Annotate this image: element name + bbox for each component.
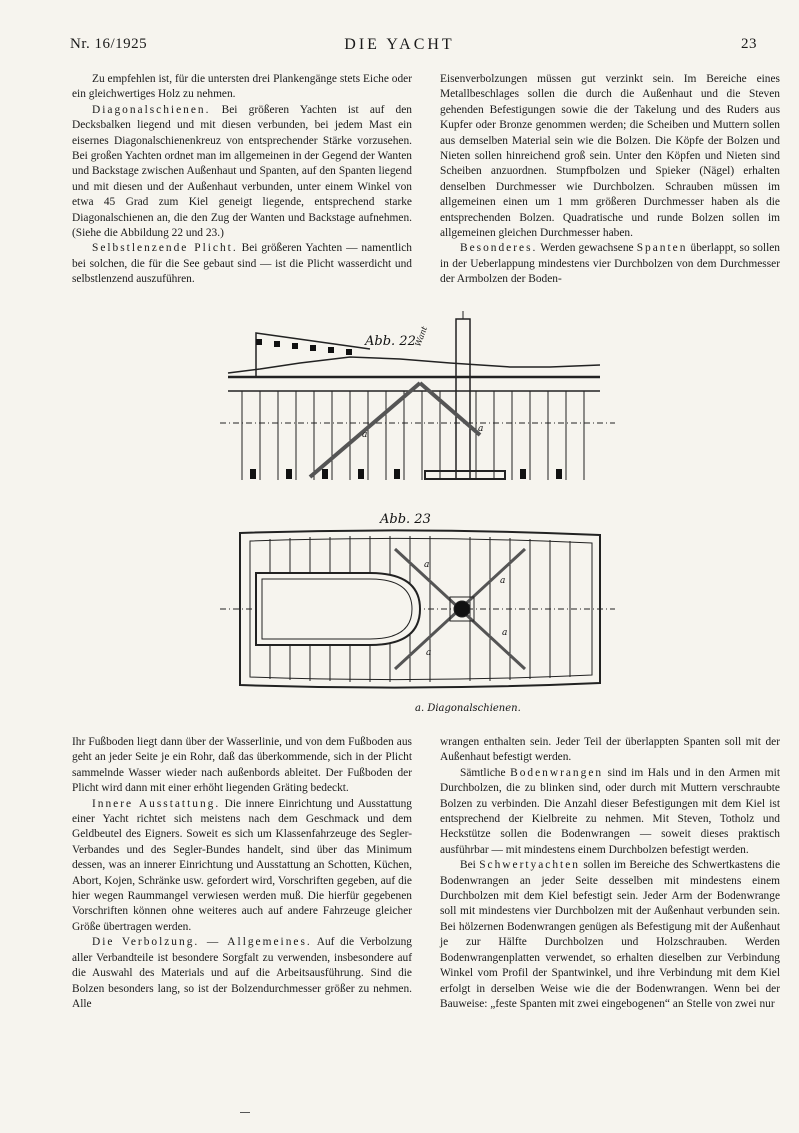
paragraph-text: Bei größeren Yachten ist auf den Decksbalken liegend und mit diesen verbunden, bei jedem Mast ein eisernes Diagonalschienenkreuz von entsprechender Stärke vorzusehen. Bei großen Yachten ordnet man im allgemeinen in der Gegend der Wanten und Backstage zwischen Außenhaut und Spanten, auf den Spanten liegend und mit diesen und der Außenhaut verbunden, unter einem Winkel von etwa 45 Grad zum Kiel geneigt liegende, entsprechend starke Diagonalschienen an, die den Zug der Wanten und Backstage aufnehmen. (Siehe die Abbildung 22 und 23.) (72, 103, 412, 240)
paragraph: Eisenverbolzungen müssen gut verzinkt sein. Im Bereiche eines Metallbeschlages sollen die durch die Außenhaut und die Steven gehenden Befestigungen sowie die der Takelung und des Ruders aus Kupfer oder Bronze genommen werden; die Scheiben und Muttern sollen aus demselben Material sein wie die Bolzen. Die Köpfe der Bolzen und Nieten sollen hinreichend groß sein. Unter den Köpfen und Nieten sind Scheiben anzuordnen. Stumpfbolzen und Spieker (Nägel) erhalten denselben Durchmesser wie Durchbolzen. Schrauben müssen im allgemeinen einen um 1 mm größeren Durchmesser haben als die entsprechenden Bolzen. Quadratische und runde Bolzen sollen im allgemeinen gleichen Durchmesser haben. (440, 73, 780, 240)
section-heading: Die Verbolzung. — Allgemeines. (92, 936, 312, 949)
paragraph (72, 935, 412, 1012)
page-number: 23 (741, 36, 757, 52)
figure-caption: a. Diagonalschienen. (415, 703, 521, 714)
paragraph (440, 241, 780, 287)
paragraph (72, 241, 412, 287)
paragraph: Zu empfehlen ist, für die untersten drei Plankengänge stets Eiche oder ein gleichwertiges Holz zu nehmen. (72, 73, 412, 101)
technical-drawing (220, 305, 620, 725)
strap-label: a (478, 424, 484, 434)
column-top-left (72, 72, 412, 288)
strap-label: a (362, 430, 368, 440)
section-heading: Besonderes. (460, 242, 538, 255)
strap-label: a (500, 576, 506, 586)
column-bottom-left (72, 735, 412, 1012)
paragraph-text: überlappt, so sollen in der Ueberlappung mindestens vier Durchbolzen von dem Durchmesser der Armbolzen der Boden- (440, 242, 780, 286)
spaced-term: Schwertyachten (479, 859, 580, 872)
paragraph-text: Bei größeren Yachten — namentlich bei solchen, die für die See gebaut sind — ist die Plicht wasserdicht und selbstlenzend auszuführen. (72, 242, 412, 286)
paragraph-text: Sämtliche (460, 766, 511, 779)
figure-label-22: Abb. 22 (365, 334, 416, 349)
paragraph (440, 766, 780, 858)
spaced-term: Spanten (636, 242, 688, 255)
paragraph: wrangen enthalten sein. Jeder Teil der überlappten Spanten soll mit der Außenhaut befestigt werden. (440, 736, 780, 764)
paragraph-text: Auf die Verbolzung aller Verbandteile ist besondere Sorgfalt zu verwenden, insbesondere auf die Auswahl des Materials und auf die Arbeitsausführung. Sind die Bolzen besonders lang, so ist der Bolzendurchmesser größer zu nehmen. Alle (72, 936, 412, 1010)
paragraph (72, 797, 412, 936)
paragraph-text: Die innere Einrichtung und Ausstattung einer Yacht richtet sich meistens nach dem Geschmack und dem Geldbeutel des Eigners. Soweit es sich um Klassenfahrzeuge des Segler-Verbandes und des Segler-Bundes handelt, sind über das Minimum dessen, was an innerer Einrichtung und Ausstattung an Schotten, Küchen, Abort, Kojen, Schränke usw. gefordert wird, Vorschriften gegeben, auf die hier wegen Raummangel verwiesen werden muß. Die hierfür gegebenen Vorschriften können ohne weiteres auch auf andere Fahrzeuge gleicher Größe übertragen werden. (72, 797, 412, 933)
paragraph-text: Werden gewachsene (537, 242, 637, 255)
side-elevation-abb-22 (220, 311, 615, 480)
strap-label: a (424, 560, 430, 570)
want-label: Want (413, 325, 429, 348)
paragraph-text: sind im Hals und in den Armen mit Durchbolzen, die zu blinken sind, oder durch mit Muttern verschraubte Bolzen zu verbinden. Die Anzahl dieser Befestigungen mit dem Kiel ist entsprechend der Kielbreite zu nehmen. Mit Steven, Totholz und Heckstütze sollen die Bodenwrangen — soweit dieses praktisch ausführbar — mit mindestens einem Durchbolzen befestigt werden. (440, 766, 780, 856)
spaced-term: Bodenwrangen (510, 766, 604, 779)
strap-label: a (426, 648, 432, 658)
hull-construction-drawing (220, 305, 620, 725)
section-heading: Innere Ausstattung. (92, 797, 221, 810)
column-bottom-right (440, 735, 780, 1012)
figure-label-23: Abb. 23 (380, 512, 431, 527)
scan-mark (240, 1112, 250, 1119)
paragraph-text: sollen im Bereiche des Schwertkastens die Bodenwrangen an jeder Seite desselben mit mindestens einem Durchbolzen mit dem Kiel befestigt sein. Jeder Arm der Bodenwrange soll mit mindestens vier Durchbolzen mit der Außenhaut verbunden sein. Bei hölzernen Bodenwrangen genügen als Befestigung mit der Außenhaut je zur Hälfte Durchbolzen und Holzschrauben. Werden Bodenwrangenplatten verwendet, so erhalten dieselben zur Verbindung Winkel vom Profil der Spantwinkel, und ihre Verbindung mit dem Kiel erfolgt in derselben Weise wie die der Bodenwrangen. Wenn bei der Bauweise: „feste Spanten mit zwei eingebogenen“ an Stelle von zwei nur (440, 859, 780, 1010)
issue-number: Nr. 16/1925 (70, 36, 148, 52)
section-heading: Diagonalschienen. (92, 103, 211, 116)
plan-view-abb-23 (220, 512, 615, 688)
column-top-right (440, 72, 780, 288)
strap-label: a (502, 628, 508, 638)
section-heading: Selbstlenzende Plicht. (92, 242, 238, 255)
paragraph (440, 858, 780, 1012)
magazine-title: DIE YACHT (344, 36, 455, 53)
paragraph: Ihr Fußboden liegt dann über der Wasserlinie, und von dem Fußboden aus geht an jeder Seite je ein Rohr, daß das überkommende, sich in der Plicht sammelnde Wasser wieder nach außenbords ableitet. Der Fußboden der Plicht wird dann mit einer erhöht liegenden Gräting bedeckt. (72, 736, 412, 795)
paragraph (72, 103, 412, 242)
paragraph-text: Bei (460, 859, 480, 872)
